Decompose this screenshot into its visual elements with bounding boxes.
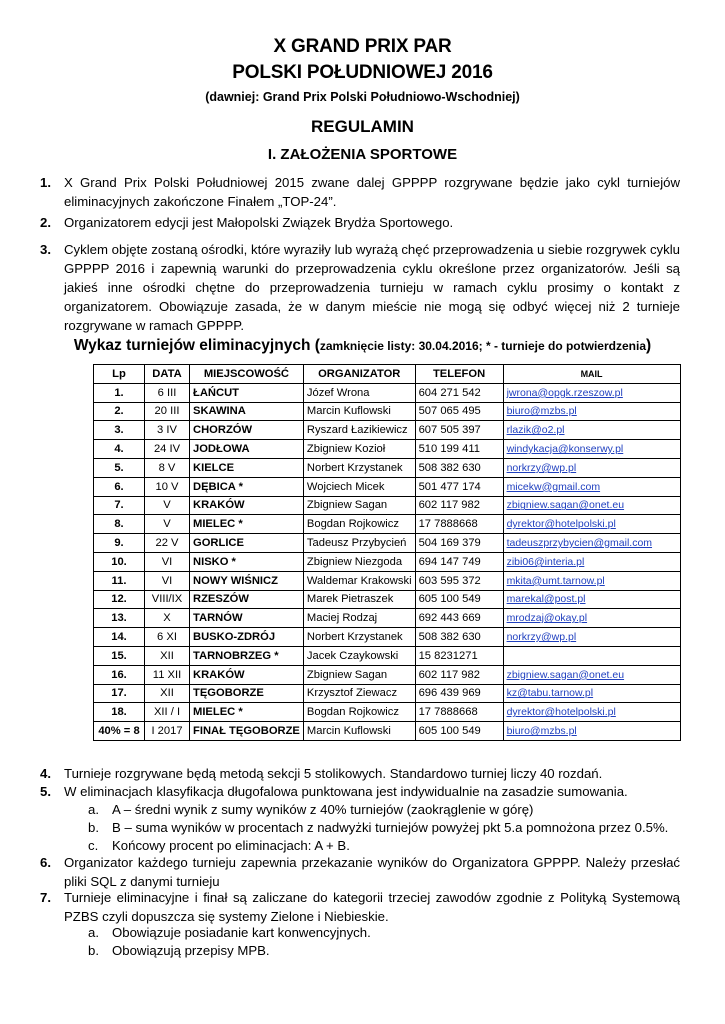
cell-phone: 692 443 669: [415, 609, 503, 628]
point-text: Organizator każdego turnieju zapewnia przekazanie wyników do Organizatora GPPPP. Należy przesłać pliki SQL z danymi turnieju: [64, 855, 680, 889]
cell-lp: 12.: [94, 590, 145, 609]
cell-date: 6 III: [145, 383, 190, 402]
cell-organizer: Wojciech Micek: [303, 477, 415, 496]
cell-date: VIII/IX: [145, 590, 190, 609]
table-row: [94, 421, 681, 440]
point-number: 4.: [40, 766, 51, 781]
table-row: [94, 646, 681, 665]
cell-date: XII / I: [145, 703, 190, 722]
cell-city: MIELEC *: [190, 703, 304, 722]
cell-phone: 508 382 630: [415, 628, 503, 647]
point-number: 6.: [40, 855, 51, 870]
cell-city: KRAKÓW: [190, 665, 304, 684]
table-row: [94, 383, 681, 402]
cell-organizer: Ryszard Łazikiewicz: [303, 421, 415, 440]
cell-date: VI: [145, 552, 190, 571]
point-4: [40, 764, 680, 783]
table-row: [94, 571, 681, 590]
cell-phone: 603 595 372: [415, 571, 503, 590]
cell-lp: 13.: [94, 609, 145, 628]
cell-date: XII: [145, 646, 190, 665]
cell-lp: 4.: [94, 440, 145, 459]
cell-organizer: Zbigniew Sagan: [303, 496, 415, 515]
cell-mail[interactable]: mrodzaj@okay.pl: [503, 609, 680, 628]
cell-organizer: Bogdan Rojkowicz: [303, 515, 415, 534]
point-number: 3.: [40, 242, 51, 257]
cell-city: NISKO *: [190, 552, 304, 571]
cell-lp: 8.: [94, 515, 145, 534]
point-text: X Grand Prix Polski Południowej 2015 zwane dalej GPPPP rozgrywane będzie jako cykl turniejów eliminacyjnych zakończone Finałem „TOP-24”.: [64, 175, 680, 209]
cell-phone: 607 505 397: [415, 421, 503, 440]
subpoint-letter: a.: [88, 925, 99, 940]
point-3: [40, 240, 680, 335]
subtitle: (dawniej: Grand Prix Polski Południowo-Wschodniej): [205, 90, 520, 104]
point-5: [40, 782, 680, 801]
header-city: MIEJSCOWOŚĆ: [190, 365, 304, 384]
subpoint-letter: c.: [88, 838, 99, 853]
cell-date: XII: [145, 684, 190, 703]
point-1: [40, 173, 680, 211]
cell-city: SKAWINA: [190, 402, 304, 421]
cell-phone: 17 7888668: [415, 515, 503, 534]
point-7a: [88, 923, 688, 942]
point-2: [40, 213, 680, 232]
cell-mail[interactable]: jwrona@opgk.rzeszow.pl: [503, 383, 680, 402]
cell-lp: 40% = 8: [94, 722, 145, 741]
cell-mail[interactable]: kz@tabu.tarnow.pl: [503, 684, 680, 703]
cell-organizer: Marcin Kuflowski: [303, 722, 415, 741]
subpoint-text: Końcowy procent po eliminacjach: A + B.: [112, 838, 350, 853]
cell-mail[interactable]: zibi06@interia.pl: [503, 552, 680, 571]
title-line-1: X GRAND PRIX PAR: [273, 36, 452, 57]
cell-organizer: Norbert Krzystanek: [303, 628, 415, 647]
subpoint-letter: a.: [88, 802, 99, 817]
cell-organizer: Bogdan Rojkowicz: [303, 703, 415, 722]
subpoint-letter: b.: [88, 820, 99, 835]
cell-date: V: [145, 515, 190, 534]
cell-phone: 508 382 630: [415, 458, 503, 477]
cell-city: DĘBICA *: [190, 477, 304, 496]
table-row: [94, 402, 681, 421]
table-row: [94, 477, 681, 496]
table-row: [94, 440, 681, 459]
subpoint-text: A – średni wynik z sumy wyników z 40% turniejów (zaokrąglenie w górę): [112, 802, 534, 817]
cell-date: I 2017: [145, 722, 190, 741]
cell-lp: 5.: [94, 458, 145, 477]
cell-city: TARNÓW: [190, 609, 304, 628]
point-text: Organizatorem edycji jest Małopolski Związek Brydża Sportowego.: [64, 215, 454, 230]
cell-mail[interactable]: biuro@mzbs.pl: [503, 402, 680, 421]
table-row: [94, 609, 681, 628]
cell-date: 11 XII: [145, 665, 190, 684]
cell-organizer: Krzysztof Ziewacz: [303, 684, 415, 703]
cell-date: 10 V: [145, 477, 190, 496]
table-header-row: [94, 365, 681, 384]
list-heading-main: Wykaz turniejów eliminacyjnych (: [73, 337, 320, 354]
cell-city: FINAŁ TĘGOBORZE: [190, 722, 304, 741]
cell-mail[interactable]: windykacja@konserwy.pl: [503, 440, 680, 459]
subpoint-letter: b.: [88, 943, 99, 958]
point-5a: [88, 800, 688, 819]
point-7b: [88, 941, 688, 960]
cell-phone: 605 100 549: [415, 722, 503, 741]
cell-phone: 507 065 495: [415, 402, 503, 421]
table-body: [94, 383, 681, 740]
subpoint-text: B – suma wyników w procentach z nadwyżki turniejów powyżej pkt 5.a pomnożona przez 0.5%.: [112, 820, 669, 835]
cell-organizer: Zbigniew Sagan: [303, 665, 415, 684]
cell-lp: 9.: [94, 534, 145, 553]
cell-phone: 17 7888668: [415, 703, 503, 722]
cell-organizer: Waldemar Krakowski: [303, 571, 415, 590]
cell-lp: 10.: [94, 552, 145, 571]
table-row: [94, 628, 681, 647]
subpoint-text: Obowiązuje posiadanie kart konwencyjnych.: [112, 925, 371, 940]
table-row: [94, 703, 681, 722]
cell-mail[interactable]: mkita@umt.tarnow.pl: [503, 571, 680, 590]
cell-city: NOWY WIŚNICZ: [190, 571, 304, 590]
cell-lp: 6.: [94, 477, 145, 496]
cell-lp: 16.: [94, 665, 145, 684]
section-heading: I. ZAŁOŻENIA SPORTOWE: [267, 146, 458, 163]
cell-phone: 694 147 749: [415, 552, 503, 571]
cell-mail: [503, 646, 680, 665]
title-line-2: POLSKI POŁUDNIOWEJ 2016: [232, 62, 493, 83]
point-6: [40, 853, 680, 891]
cell-organizer: Marcin Kuflowski: [303, 402, 415, 421]
cell-phone: 696 439 969: [415, 684, 503, 703]
cell-mail[interactable]: norkrzy@wp.pl: [503, 628, 680, 647]
header-organizer: ORGANIZATOR: [303, 365, 415, 384]
table-row: [94, 496, 681, 515]
header-mail: MAIL: [503, 365, 680, 384]
cell-mail[interactable]: norkrzy@wp.pl: [503, 458, 680, 477]
cell-lp: 7.: [94, 496, 145, 515]
cell-date: 22 V: [145, 534, 190, 553]
point-text: Cyklem objęte zostaną ośrodki, które wyraziły lub wyrażą chęć przeprowadzenia u siebie rozgrywek cyklu GPPPP 2016 i zapewnią warunki do przeprowadzenia cyklu określone przez organizatorów. Jeśli są jakieś inne ośrodki chętne do przeprowadzenia turnieju w ramach cyklu prosimy o kontakt z organizatorem. Obowiązuje zasada, że w danym mieście nie mogą się odbyć więcej niż 2 turnieje rozgrywane w ramach GPPPP.: [64, 242, 680, 333]
cell-lp: 14.: [94, 628, 145, 647]
header-lp: Lp: [94, 365, 145, 384]
point-number: 2.: [40, 215, 51, 230]
cell-city: KIELCE: [190, 458, 304, 477]
header-phone: TELEFON: [415, 365, 503, 384]
cell-mail[interactable]: rlazik@o2.pl: [503, 421, 680, 440]
cell-mail[interactable]: marekal@post.pl: [503, 590, 680, 609]
cell-city: TĘGOBORZE: [190, 684, 304, 703]
cell-organizer: Maciej Rodzaj: [303, 609, 415, 628]
tournament-list-heading: [0, 337, 725, 355]
cell-phone: 602 117 982: [415, 496, 503, 515]
table-row: [94, 590, 681, 609]
cell-city: CHORZÓW: [190, 421, 304, 440]
point-number: 7.: [40, 890, 51, 905]
cell-phone: 602 117 982: [415, 665, 503, 684]
cell-lp: 15.: [94, 646, 145, 665]
cell-phone: 15 8231271: [415, 646, 503, 665]
cell-date: 3 IV: [145, 421, 190, 440]
table-row: [94, 665, 681, 684]
header-date: DATA: [145, 365, 190, 384]
list-heading-close: ): [646, 337, 652, 354]
cell-organizer: Marek Pietraszek: [303, 590, 415, 609]
cell-city: JODŁOWA: [190, 440, 304, 459]
cell-organizer: Norbert Krzystanek: [303, 458, 415, 477]
table-row: [94, 684, 681, 703]
cell-date: 8 V: [145, 458, 190, 477]
list-heading-note: zamknięcie listy: 30.04.2016; * - turnieje do potwierdzenia: [319, 339, 646, 353]
table-row: [94, 722, 681, 741]
table-row: [94, 552, 681, 571]
cell-date: 6 XI: [145, 628, 190, 647]
cell-city: ŁAŃCUT: [190, 383, 304, 402]
cell-lp: 1.: [94, 383, 145, 402]
cell-city: MIELEC *: [190, 515, 304, 534]
cell-organizer: Jacek Czaykowski: [303, 646, 415, 665]
regulamin-heading: REGULAMIN: [311, 117, 414, 136]
point-number: 1.: [40, 175, 51, 190]
cell-mail[interactable]: zbigniew.sagan@onet.eu: [503, 496, 680, 515]
cell-date: 20 III: [145, 402, 190, 421]
cell-date: 24 IV: [145, 440, 190, 459]
point-5b: [88, 818, 688, 837]
point-text: Turnieje eliminacyjne i finał są zaliczane do kategorii trzeciej zawodów zgodnie z Polityką Systemową PZBS czyli dopuszcza się systemy Zielone i Niebieskie.: [64, 890, 680, 924]
cell-organizer: Tadeusz Przybycień: [303, 534, 415, 553]
cell-mail[interactable]: dyrektor@hotelpolski.pl: [503, 515, 680, 534]
tournament-table: [93, 364, 681, 741]
cell-lp: 3.: [94, 421, 145, 440]
cell-phone: 605 100 549: [415, 590, 503, 609]
cell-organizer: Zbigniew Kozioł: [303, 440, 415, 459]
cell-city: TARNOBRZEG *: [190, 646, 304, 665]
cell-city: GORLICE: [190, 534, 304, 553]
cell-date: V: [145, 496, 190, 515]
cell-mail[interactable]: micekw@gmail.com: [503, 477, 680, 496]
table-row: [94, 458, 681, 477]
table-row: [94, 534, 681, 553]
cell-date: VI: [145, 571, 190, 590]
subpoint-text: Obowiązują przepisy MPB.: [112, 943, 270, 958]
cell-mail[interactable]: biuro@mzbs.pl: [503, 722, 680, 741]
cell-lp: 18.: [94, 703, 145, 722]
cell-phone: 504 169 379: [415, 534, 503, 553]
point-number: 5.: [40, 784, 51, 799]
cell-mail[interactable]: tadeuszprzybycien@gmail.com: [503, 534, 680, 553]
cell-mail[interactable]: zbigniew.sagan@onet.eu: [503, 665, 680, 684]
point-text: W eliminacjach klasyfikacja długofalowa punktowana jest indywidualnie na zasadzie sumowania.: [64, 784, 628, 799]
point-7: [40, 888, 680, 926]
cell-phone: 501 477 174: [415, 477, 503, 496]
cell-lp: 2.: [94, 402, 145, 421]
table-row: [94, 515, 681, 534]
cell-city: KRAKÓW: [190, 496, 304, 515]
cell-mail[interactable]: dyrektor@hotelpolski.pl: [503, 703, 680, 722]
cell-city: RZESZÓW: [190, 590, 304, 609]
cell-phone: 510 199 411: [415, 440, 503, 459]
cell-organizer: Zbigniew Niezgoda: [303, 552, 415, 571]
cell-lp: 11.: [94, 571, 145, 590]
cell-organizer: Józef Wrona: [303, 383, 415, 402]
cell-date: X: [145, 609, 190, 628]
point-text: Turnieje rozgrywane będą metodą sekcji 5 stolikowych. Standardowo turniej liczy 40 rozdań.: [64, 766, 603, 781]
cell-phone: 604 271 542: [415, 383, 503, 402]
cell-city: BUSKO-ZDRÓJ: [190, 628, 304, 647]
cell-lp: 17.: [94, 684, 145, 703]
